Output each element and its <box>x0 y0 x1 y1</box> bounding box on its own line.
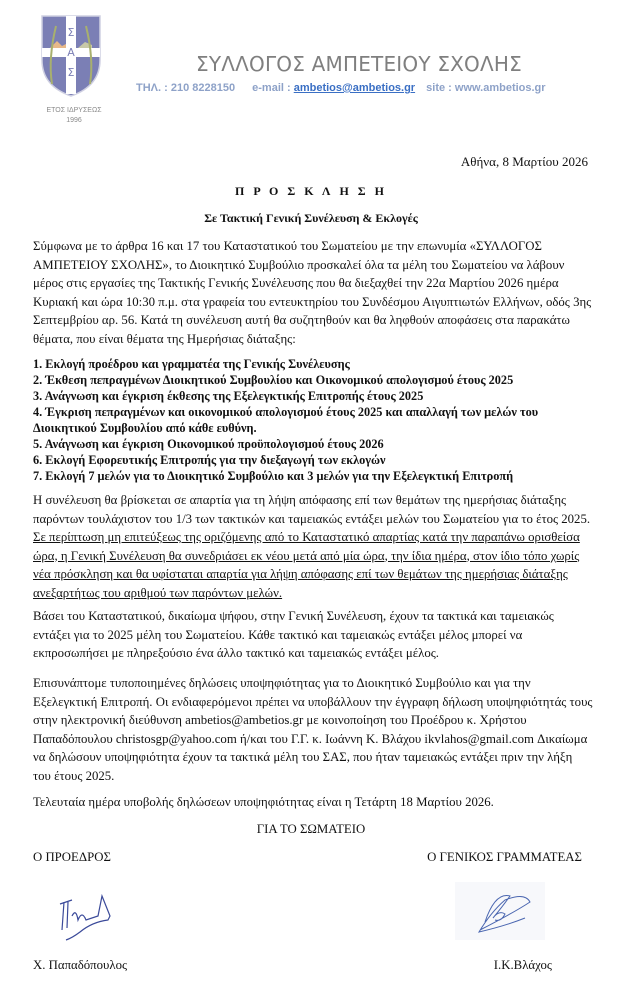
founded-caption: ΕΤΟΣ ΙΔΡΥΣΕΩΣ <box>46 107 102 114</box>
agenda-item: 5. Ανάγνωση και έγκριση Οικονομικού προϋπολογισμού έτους 2026 <box>33 437 384 451</box>
candidacy-paragraph: Επισυνάπτομε τυποποιημένες δηλώσεις υποψηφιότητας για το Διοικητικό Συμβούλιο και για την Εξελεγκτική Επιτροπή. Οι ενδιαφερόμενοι πρέπει να υποβάλλουν την έγγραφη δήλωση υποψηφιότητάς τους στην ηλεκτρονική διεύθυνση ambetios@ambetios.gr με κοινοποίηση του Προέδρου κ. Χρήστου Παπαδόπουλου christosgp@yahoo.com ή/και του Γ.Γ. κ. Ιωάννη Κ. Βλάχου ikvlahos@gmail.com Δικαίωμα να δηλώσουν υποψηφιότητα έχουν τα τακτικά μέλη του ΣΑΣ, που ήταν ταμειακώς εντάξει πριν την λήξη του έτους 2025. <box>33 676 593 783</box>
agenda-item: 3. Ανάγνωση και έγκριση έκθεσης της Εξελεγκτικής Επιτροπής έτους 2025 <box>33 389 424 403</box>
quorum-underlined-text: Σε περίπτωση μη επιτεύξεως της οριζόμενης από το Καταστατικό απαρτίας κατά την παραπάνω ορισθείσα ώρα, η Γενική Συνέλευση θα συνεδριάσει εκ νέου μετά από μία ώρα, την ίδια ημέρα, στον ίδιο τόπο χωρίς νέα πρόσκληση και θα υφίσταται απαρτία για λήψη απόφασης επί των θεμάτων της ημερήσιας διάταξης ανεξαρτήτως του αριθμού των παρόντων μελών. <box>33 530 580 600</box>
secretary-signature-icon <box>455 882 545 940</box>
agenda-item: 7. Εκλογή 7 μελών για το Διοικητικό Συμβούλιο και 3 μελών για την Εξελεγκτική Επιτροπή <box>33 469 514 483</box>
voting-paragraph: Βάσει του Καταστατικού, δικαίωμα ψήφου, στην Γενική Συνέλευση, έχουν τα τακτικά και ταμειακώς εντάξει για το 2025 μέλη του Σωματείου. Κάθε τακτικό και ταμειακώς εντάξει μέλος μπορεί να εκπροσωπήσει με πληρεξούσιο ένα άλλο τακτικό και ταμειακώς εντάξει μέλος. <box>33 609 554 660</box>
phone-number: ΤΗΛ. : 210 8228150 <box>136 82 236 94</box>
secretary-role: Ο ΓΕΝΙΚΟΣ ΓΡΑΜΜΑΤΕΑΣ <box>427 850 582 864</box>
contact-line <box>136 82 546 94</box>
agenda-item: 2. Έκθεση πεπραγμένων Διοικητικού Συμβουλίου και Οικονομικού απολογισμού έτους 2025 <box>33 373 514 387</box>
date-line: Αθήνα, 8 Μαρτίου 2026 <box>460 154 588 169</box>
document-subheading: Σε Τακτική Γενική Συνέλευση & Εκλογές <box>204 211 418 225</box>
organization-name: ΣΥΛΛΟΓΟΣ ΑΜΠΕΤΕΙΟΥ ΣΧΟΛΗΣ <box>196 52 522 76</box>
email-label: e-mail : <box>252 82 291 94</box>
quorum-text: Η συνέλευση θα βρίσκεται σε απαρτία για τη λήψη απόφασης επί των θεμάτων της ημερήσιας διάταξης παρόντων τουλάχιστον του 1/3 των τακτικών και ταμειακώς εντάξει μελών του Σωματείου για το έτος 2025. <box>33 493 591 526</box>
svg-text:Σ: Σ <box>67 66 75 79</box>
signoff-heading: ΓΙΑ ΤΟ ΣΩΜΑΤΕΙΟ <box>256 822 366 836</box>
founded-label <box>34 106 114 126</box>
document-heading: Π Ρ Ο Σ Κ Λ Η Σ Η <box>235 184 387 198</box>
agenda-item: 4. Έγκριση πεπραγμένων και οικονομικού απολογισμού έτους 2025 και απαλλαγή των μελών του Διοικητικού Συμβουλίου από κάθε ευθύνη. <box>33 405 539 435</box>
intro-paragraph: Σύμφωνα με το άρθρα 16 και 17 του Καταστατικού του Σωματείου με την επωνυμία «ΣΥΛΛΟΓΟΣ ΑΜΠΕΤΕΙΟΥ ΣΧΟΛΗΣ», το Διοικητικό Συμβούλιο προσκαλεί όλα τα μέλη του Σωματείου να λάβουν μέρος στις εργασίες της Τακτικής Γενικής Συνέλευσης που θα διεξαχθεί την 22α Μαρτίου 2026 ημέρα Κυριακή και ώρα 10:30 π.μ. στα γραφεία του εντευκτηρίου του Συνδέσμου Αιγυπτιωτών Ελλήνων, οδός 3ης Σεπτεμβρίου αρ. 56. Κατά τη συνέλευση αυτή θα συζητηθούν και θα ληφθούν αποφάσεις στα παρακάτω θέματα, που είναι θέματα της Ημερήσιας διάταξης: <box>33 239 592 346</box>
agenda-list <box>33 356 603 484</box>
president-signature-icon <box>52 890 122 945</box>
svg-text:Σ: Σ <box>67 26 75 39</box>
president-role: Ο ΠΡΟΕΔΡΟΣ <box>33 850 111 864</box>
quorum-paragraph <box>33 491 593 602</box>
president-name: Χ. Παπαδόπουλος <box>33 958 128 972</box>
website: site : www.ambetios.gr <box>426 82 546 94</box>
deadline-paragraph: Τελευταία ημέρα υποβολής δηλώσεων υποψηφιότητας είναι η Τετάρτη 18 Μαρτίου 2026. <box>33 795 494 809</box>
association-logo-icon <box>40 14 102 98</box>
svg-text:Α: Α <box>67 46 75 59</box>
agenda-item: 1. Εκλογή προέδρου και γραμματέα της Γενικής Συνέλευσης <box>33 357 350 371</box>
secretary-name: Ι.Κ.Βλάχος <box>493 958 552 972</box>
email-link[interactable]: ambetios@ambetios.gr <box>293 82 416 94</box>
agenda-item: 6. Εκλογή Εφορευτικής Επιτροπής για την διεξαγωγή των εκλογών <box>33 453 386 467</box>
founded-year: 1996 <box>66 117 82 124</box>
